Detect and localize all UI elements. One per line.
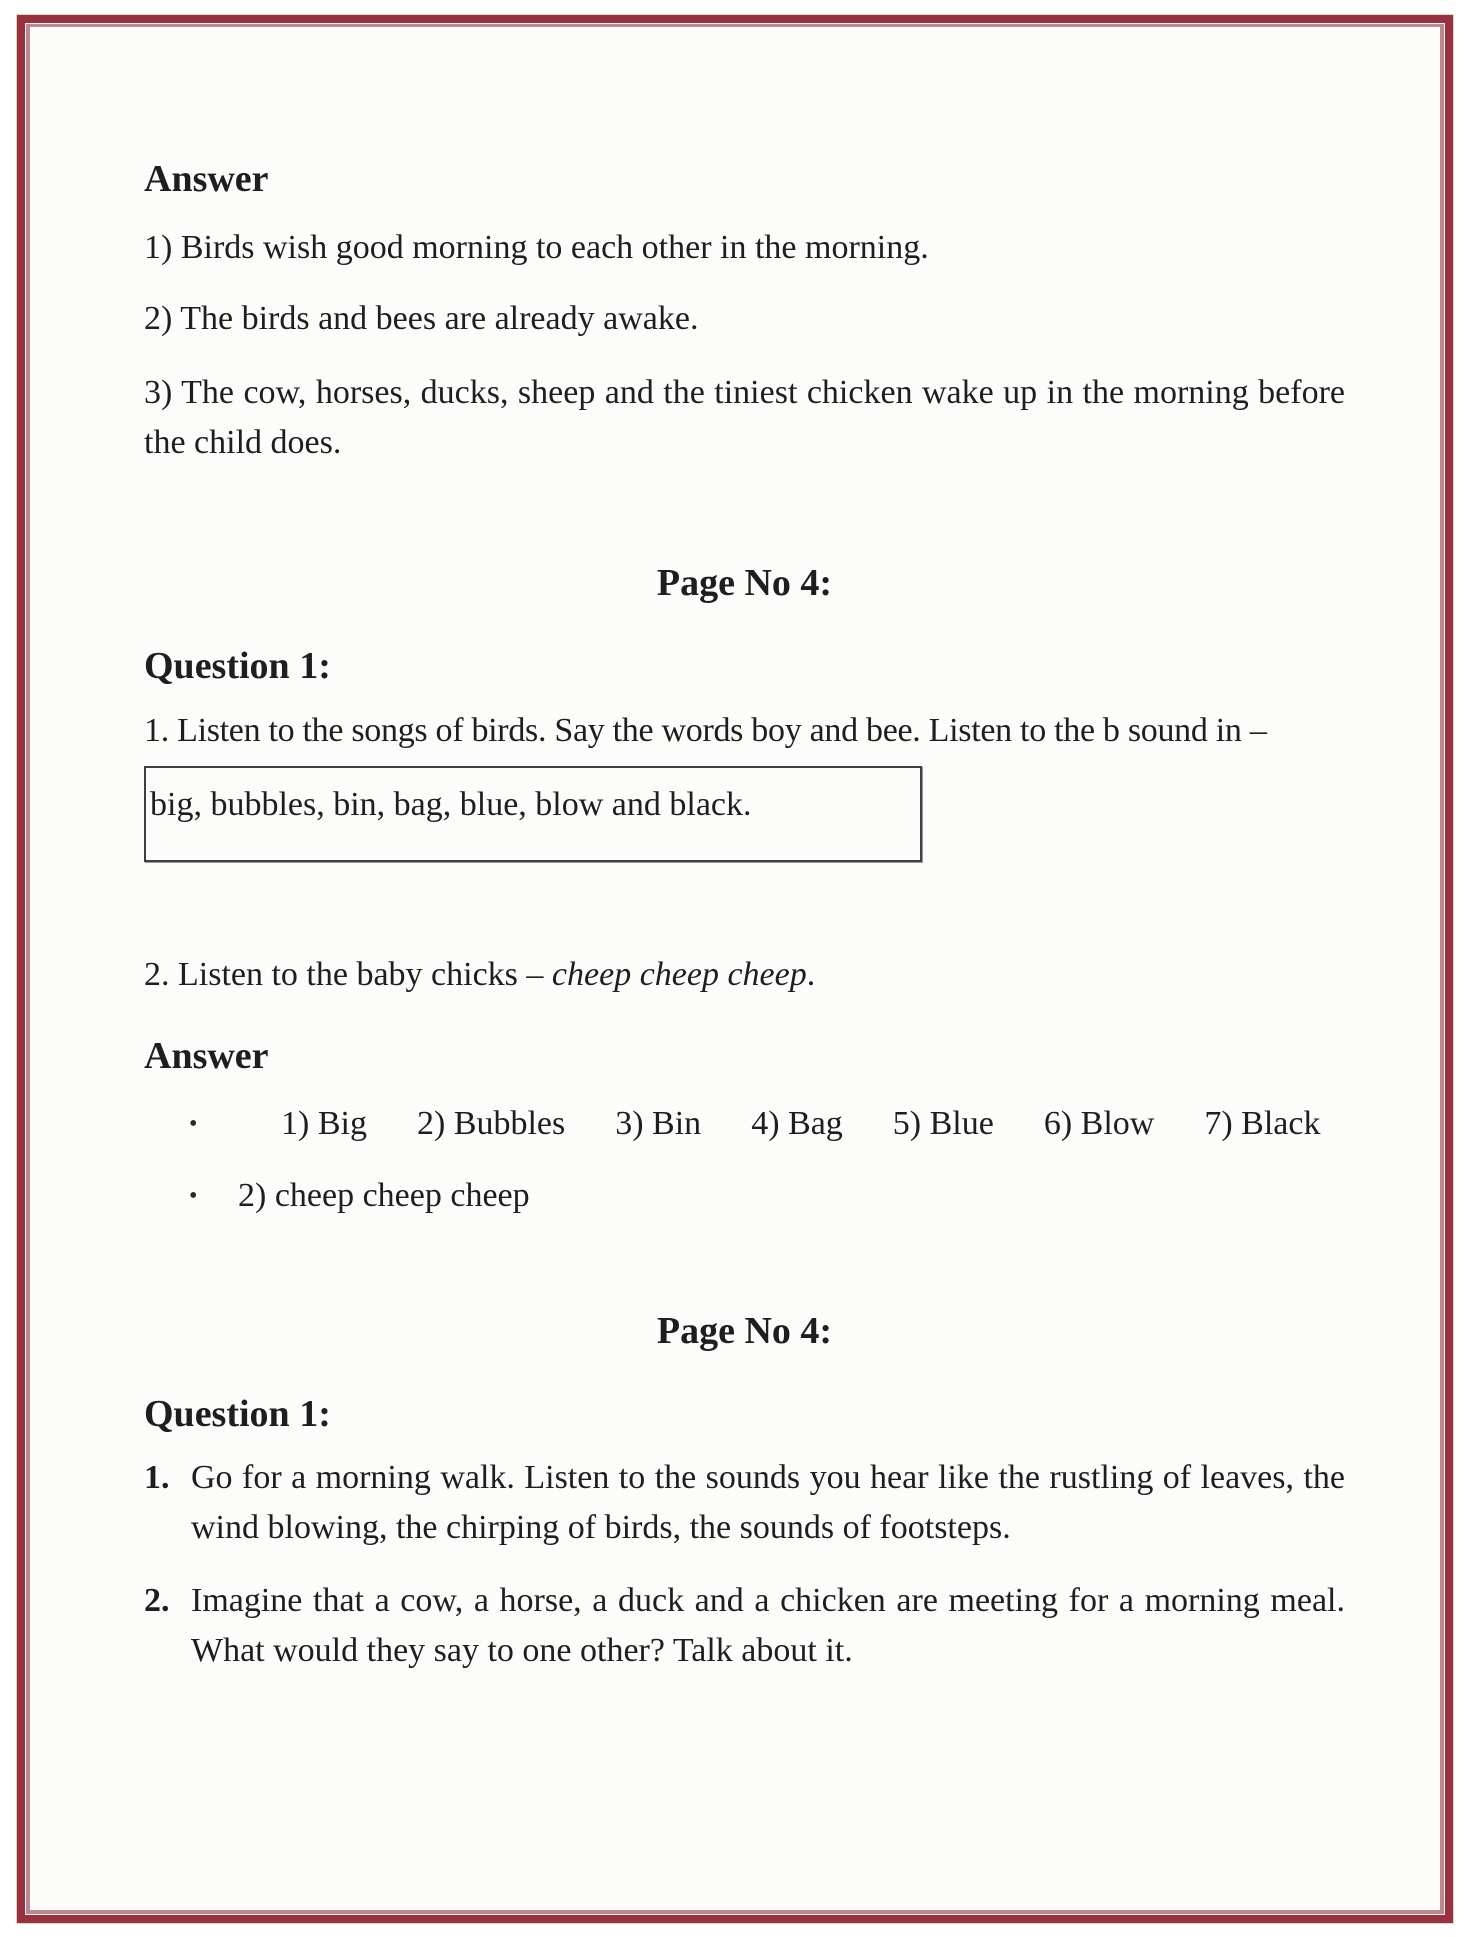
task-text: Go for a morning walk. Listen to the sounds you hear like the rustling of leaves, the wind blowing, the chirping of birds, the sounds of footsteps. [191,1459,1345,1546]
answer-item-1: 1) Birds wish good morning to each other in the morning. [144,229,929,266]
task-number: 2. [144,1582,170,1619]
question-text-2-suffix: . [806,956,816,993]
page-border-outer [17,15,1453,1923]
task-item-2 [144,1576,1345,1676]
bullet-word: 2) Bubbles [416,1105,566,1142]
question-text-2-prefix: 2. Listen to the baby chicks – [144,956,552,993]
question-text-2 [144,950,1345,1000]
task-item-1 [144,1453,1345,1553]
bullet-word: 6) Blow [1043,1105,1155,1142]
bullet-word: 3) Bin [615,1105,702,1142]
answer-item-2: 2) The birds and bees are already awake. [144,300,699,337]
question-heading-1: Question 1: [144,645,331,687]
bullet-dot-icon: • [189,1111,198,1137]
question-text-1: 1. Listen to the songs of birds. Say the words boy and bee. Listen to the b sound in – [144,712,1267,749]
bullet-word: 1) Big [281,1105,367,1142]
bullet-word: 5) Blue [892,1105,994,1142]
bullet-word: 7) Black [1204,1105,1321,1142]
bullet-dot-icon: • [189,1183,198,1209]
page-border-inner [26,24,1444,1914]
boxed-words-text: big, bubbles, bin, bag, blue, blow and black. [150,786,752,823]
bullet-word: 4) Bag [751,1105,843,1142]
page-heading-2: Page No 4: [656,1310,833,1352]
task-number: 1. [144,1459,170,1496]
page-content [30,27,1440,1910]
boxed-words [144,766,922,862]
task-text: Imagine that a cow, a horse, a duck and a chicken are meeting for a morning meal. What would they say to one other? Talk about it. [191,1582,1345,1669]
answer-heading-2: Answer [144,1035,269,1077]
question-heading-2: Question 1: [144,1393,331,1435]
answer-heading-1: Answer [144,158,269,200]
page-heading-1: Page No 4: [656,562,833,604]
answer-item-3: 3) The cow, horses, ducks, sheep and the tiniest chicken wake up in the morning before the child does. [144,374,1345,461]
bullet-text: 2) cheep cheep cheep [238,1177,530,1214]
bullet-item-2 [144,1171,1345,1221]
bullet-word-list [238,1099,1320,1149]
italic-phrase: cheep cheep cheep [551,956,807,993]
bullet-item-1 [144,1099,1345,1149]
